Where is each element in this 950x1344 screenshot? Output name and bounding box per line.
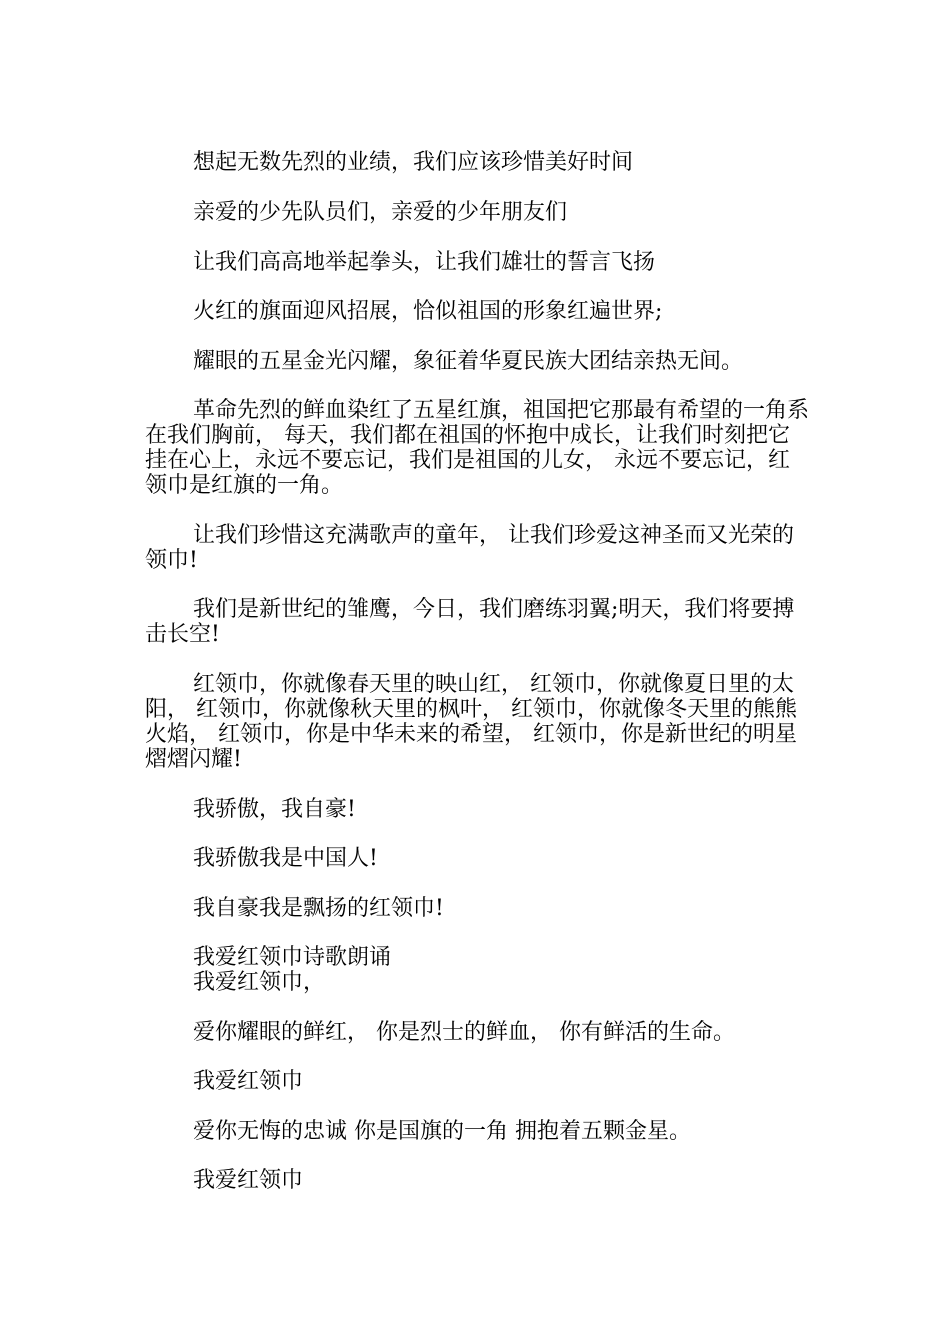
paragraph-18: 我爱红领巾 <box>193 1168 304 1193</box>
paragraph-12: 我自豪我是飘扬的红领巾! <box>193 896 444 921</box>
paragraph-10: 我骄傲，我自豪! <box>193 797 356 822</box>
paragraph-6: 革命先烈的鲜血染红了五星红旗，祖国把它那最有希望的一角系在我们胸前， 每天，我们都在祖国的怀抱中成长，让我们时刻把它挂在心上，永远不要忘记，我们是祖国的儿女， 永远不要忘记，红领巾是红旗的一角。 <box>145 398 810 498</box>
paragraph-7: 让我们珍惜这充满歌声的童年， 让我们珍爱这神圣而又光荣的领巾! <box>145 523 794 573</box>
paragraph-16: 我爱红领巾 <box>193 1069 304 1094</box>
paragraph-3: 让我们高高地举起拳头，让我们雄壮的誓言飞扬 <box>193 250 656 275</box>
paragraph-13: 我爱红领巾诗歌朗诵 <box>193 945 392 970</box>
paragraph-5: 耀眼的五星金光闪耀，象征着华夏民族大团结亲热无间。 <box>193 349 744 374</box>
paragraph-11: 我骄傲我是中国人! <box>193 846 378 871</box>
paragraph-9: 红领巾，你就像春天里的映山红， 红领巾，你就像夏日里的太阳， 红领巾，你就像秋天里的枫叶， 红领巾，你就像冬天里的熊熊火焰， 红领巾，你是中华未来的希望， 红领巾，你是新世纪的明星熠熠闪耀! <box>145 672 797 772</box>
paragraph-14: 我爱红领巾， <box>193 970 326 995</box>
paragraph-4: 火红的旗面迎风招展，恰似祖国的形象红遍世界; <box>193 299 663 324</box>
paragraph-8: 我们是新世纪的雏鹰，今日，我们磨练羽翼;明天，我们将要搏击长空! <box>145 597 795 647</box>
paragraph-2: 亲爱的少先队员们，亲爱的少年朋友们 <box>193 200 568 225</box>
paragraph-1: 想起无数先烈的业绩，我们应该珍惜美好时间 <box>193 150 634 175</box>
paragraph-15: 爱你耀眼的鲜红， 你是烈士的鲜血， 你有鲜活的生命。 <box>193 1020 735 1045</box>
paragraph-17: 爱你无悔的忠诚 你是国旗的一角 拥抱着五颗金星。 <box>193 1119 691 1144</box>
